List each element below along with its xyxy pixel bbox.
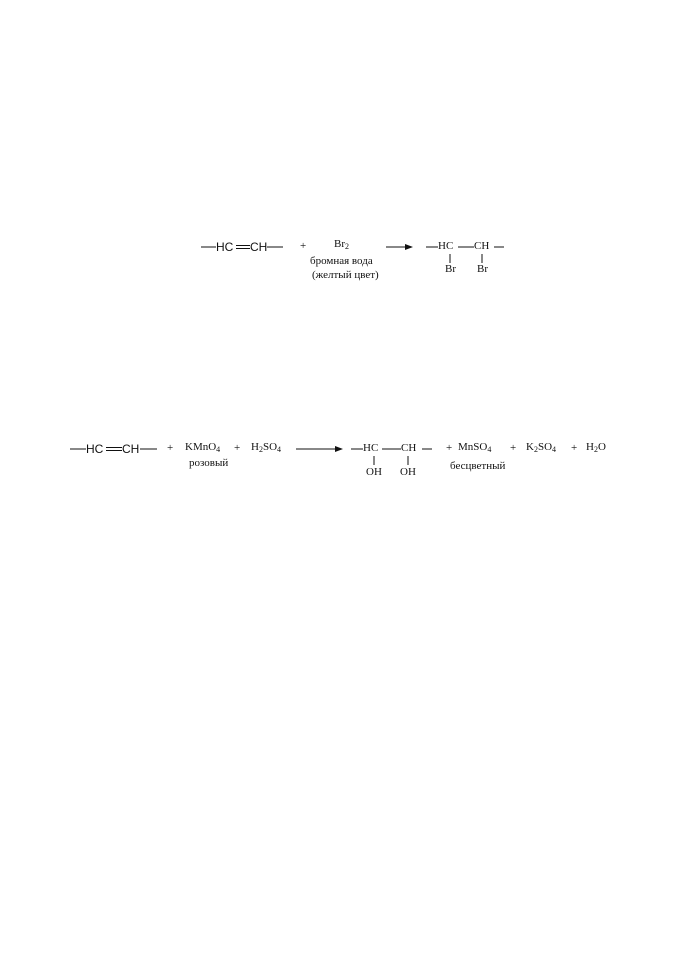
r2-hc-label: HC [86,442,104,456]
r2-kmno4-color: розовый [189,457,229,469]
r1-product-left: HC [438,240,454,252]
r1-substituent-right: Br [477,263,488,275]
r1-product-right: CH [474,240,490,252]
r2-plus-4: + [510,442,517,454]
r1-arrow-head [405,244,413,250]
r2-plus-2: + [234,442,241,454]
r1-substituent-left: Br [445,263,456,275]
r2-plus-3: + [446,442,453,454]
r2-product-left: HC [363,442,379,454]
r1-reagent: $Br_2$ [334,238,349,251]
r1-reagent-name: бромная вода [310,255,373,267]
r2-ch-label: CH [122,442,140,456]
r2-mnso4-color: бесцветный [450,460,506,472]
r1-reagent-color: (желтый цвет) [312,269,379,281]
r2-arrow-head [335,446,343,452]
r2-water: $H_2O$ [586,441,606,454]
r2-mnso4: MnSO$_4$ [458,441,492,454]
r2-plus-5: + [571,442,578,454]
r2-k2so4: $K_2SO_4$ [526,441,557,454]
r2-product-right: CH [401,442,417,454]
r1-ch-label: CH [250,240,268,254]
r2-h2so4: $H_2SO_4$ [251,441,282,454]
r2-plus-1: + [167,442,174,454]
r1-hc-label: HC [216,240,234,254]
r2-substituent-left: OH [366,466,382,478]
r2-kmno4: KMnO$_4$ [185,441,221,454]
r2-substituent-right: OH [400,466,416,478]
r1-plus: + [300,240,307,252]
